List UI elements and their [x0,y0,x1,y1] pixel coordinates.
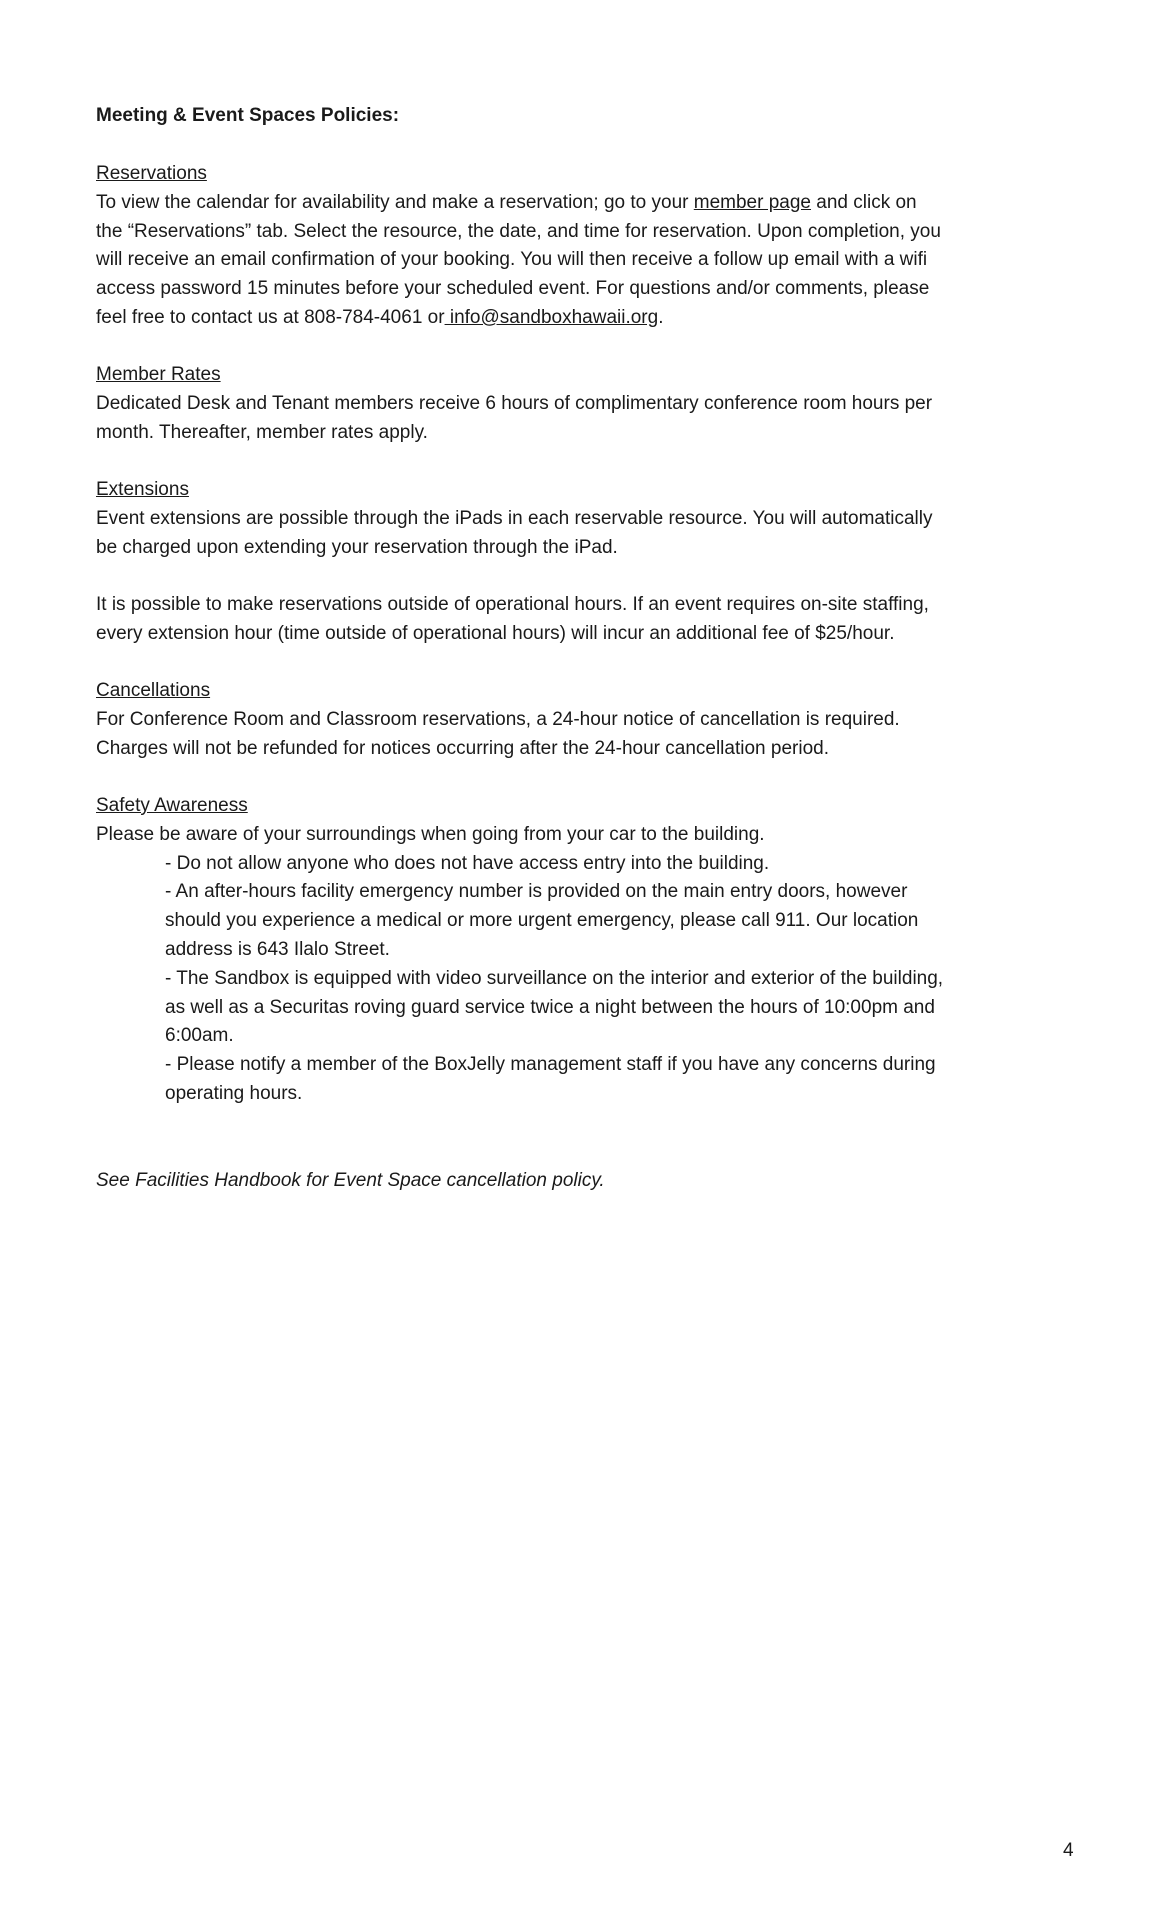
bullet-line: - Do not allow anyone who does not have access entry into the building. [165,852,770,874]
bullet-line: 6:00am. [165,1025,234,1047]
section-heading: Safety Awareness [96,795,248,816]
title-text: Meeting & Event Spaces Policies: [96,105,400,126]
text-line: It is possible to make reservations outside of operational hours. If an event requires on-site staffing, [96,594,929,616]
text-line: be charged upon extending your reservation through the iPad. [96,536,618,558]
page-number: 4 [1063,1840,1074,1861]
section-cancellations [96,677,900,763]
section-safety [96,792,943,1109]
text: and click on [811,191,917,213]
text-line: Event extensions are possible through the iPads in each reservable resource. You will automatically [96,507,933,529]
bullet-line: - The Sandbox is equipped with video surveillance on the interior and exterior of the building, [165,967,944,989]
section-heading: Reservations [96,163,207,184]
text-line: For Conference Room and Classroom reservations, a 24-hour notice of cancellation is required. [96,708,900,730]
text: To view the calendar for availability and make a reservation; go to your [96,191,694,213]
text-line: Dedicated Desk and Tenant members receive 6 hours of complimentary conference room hours per [96,392,933,414]
text: . [658,306,664,328]
bullet-line: should you experience a medical or more urgent emergency, please call 911. Our location [165,910,919,932]
text-line: Please be aware of your surroundings when going from your car to the building. [96,823,765,845]
bullet-line: - Please notify a member of the BoxJelly management staff if you have any concerns during [165,1054,936,1076]
member-page-link[interactable]: member page [693,191,811,213]
bullet-line: as well as a Securitas roving guard service twice a night between the hours of 10:00pm and [165,996,935,1018]
bullet-line: operating hours. [165,1082,303,1104]
text-line: month. Thereafter, member rates apply. [96,421,428,443]
text-line: Charges will not be refunded for notices occurring after the 24-hour cancellation period. [96,737,829,759]
text-line: access password 15 minutes before your scheduled event. For questions and/or comments, please [96,278,930,300]
text-line: every extension hour (time outside of operational hours) will incur an additional fee of $25/hour. [96,622,895,644]
section-reservations [96,160,941,333]
note-text: See Facilities Handbook for Event Space cancellation policy. [96,1170,605,1191]
text-line [96,304,941,333]
section-heading: Member Rates [96,364,221,385]
text: feel free to contact us at 808-784-4061 or [96,306,445,328]
section-extensions [96,476,932,649]
section-heading: Extensions [96,479,189,500]
handbook-note [96,1167,605,1196]
document-title [96,102,399,131]
text-line: the “Reservations” tab. Select the resource, the date, and time for reservation. Upon completion, you [96,220,941,242]
text-line: will receive an email confirmation of your booking. You will then receive a follow up email with a wifi [96,249,928,271]
section-member-rates [96,361,932,447]
section-heading: Cancellations [96,680,211,701]
bullet-line: - An after-hours facility emergency number is provided on the main entry doors, however [165,881,908,903]
text-line [96,189,941,218]
email-link[interactable]: info@sandboxhawaii.org [444,306,659,328]
bullet-line: address is 643 Ilalo Street. [165,938,390,960]
